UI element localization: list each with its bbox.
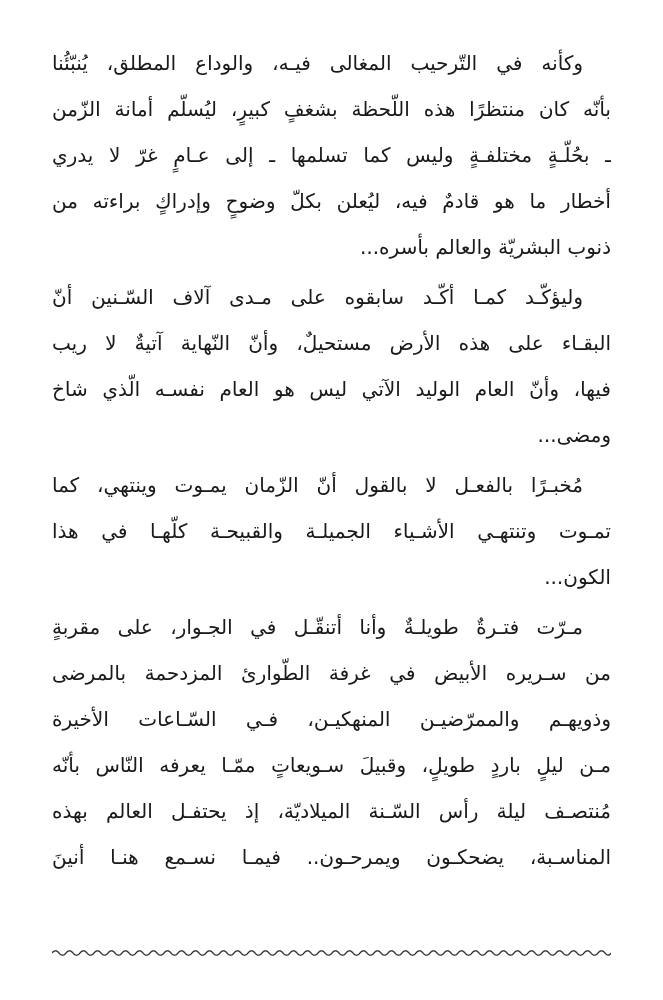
text-line: أخطار ما هو قادمٌ فيه، ليُعلن بكلّ وضوحٍ وإدراكٍ براءته من <box>52 189 611 213</box>
paragraph-1 <box>52 40 611 270</box>
text-line: مُنتصـف ليلة رأس السّـنة الميلاديّة، إذ يحتفـل العالم بهذه <box>52 799 611 823</box>
text-line: من سـريره الأبيض في غرفة الطّوارئ المزدحمة بالمرضى <box>52 661 611 685</box>
text-line: المناسـبة، يضحكـون ويمرحـون.. فيمـا نسـمع هنـا أنينَ <box>52 845 611 869</box>
text-line: فيها، وأنّ العام الوليد الآتي ليس هو العام نفسـه الّذي شاخ <box>52 377 611 401</box>
text-line: بأنّه كان منتظرًا هذه اللّحظة بشغفٍ كبيرٍ، ليُسلّم أمانة الزّمن <box>52 97 611 121</box>
text-line: تمـوت وتنتهـي الأشـياء الجميلـة والقبيحـة كلّهـا في هذا <box>52 519 611 543</box>
text-line: وكأنه في التّرحيب المغالى فيـه، والوداع المطلق، يُنبّئُنا <box>52 51 583 75</box>
text-line: مـن ليلٍ باردٍ طويلٍ، وقبيلَ سـويعاتٍ ممّـا يعرفه النّاس بأنّه <box>52 753 611 777</box>
text-line: الكون... <box>544 565 611 589</box>
text-line: وليؤكّـد كمـا أكّـد سابقوه على مـدى آلاف السّـنين أنّ <box>52 285 583 309</box>
book-page <box>52 40 611 880</box>
text-line: ذنوب البشريّة والعالم بأسره... <box>359 235 611 259</box>
text-line: ـ بحُلّـةٍ مختلفـةٍ وليس كما تسلمها ـ إلى عـامٍ غرّ لا يدري <box>52 143 611 167</box>
text-line: مـرّت فتـرةٌ طويلـةٌ وأنا أتنقّـل في الجـوار، على مقربةٍ <box>52 615 583 639</box>
text-line: ومضى... <box>537 423 611 447</box>
paragraph-2 <box>52 274 611 458</box>
paragraph-3 <box>52 462 611 600</box>
text-line: البقـاء على هذه الأرض مستحيلٌ، وأنّ النّهاية آتيةٌ لا ريب <box>52 331 611 355</box>
text-line: مُخبـرًا بالفعـل لا بالقول أنّ الزّمان يمـوت وينتهي، كما <box>52 473 583 497</box>
wavy-line-icon <box>52 948 611 958</box>
paragraph-4 <box>52 604 611 880</box>
wavy-divider <box>52 948 611 958</box>
text-line: وذويهـم والممرّضيـن المنهكيـن، فـي السّـاعات الأخيرة <box>52 707 611 731</box>
